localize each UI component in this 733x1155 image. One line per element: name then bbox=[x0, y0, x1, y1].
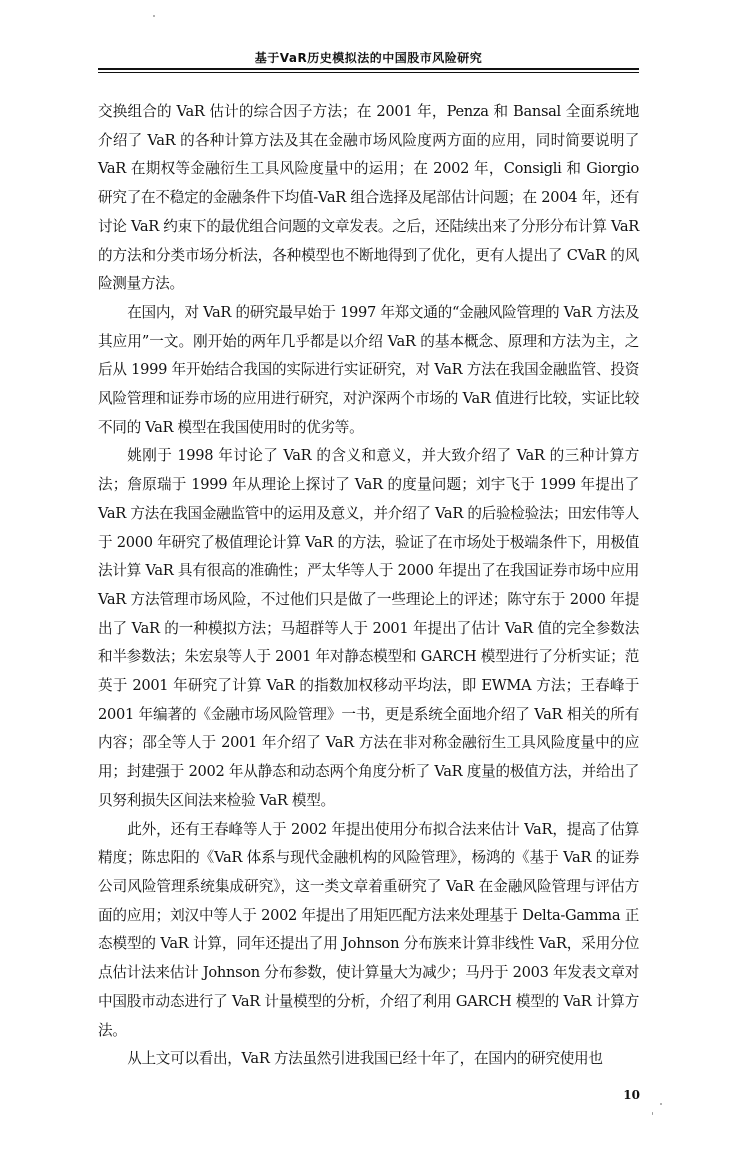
paragraph-5: 从上文可以看出，VaR 方法虽然引进我国已经十年了，在国内的研究使用也 bbox=[127, 1050, 603, 1068]
paragraph-4: 此外，还有王春峰等人于 2002 年提出使用分布拟合法来估计 VaR，提高了估算精度；陈忠阳的《VaR 体系与现代金融机构的风险管理》，杨鸿的《基于 VaR 的证券公司风险管理系统集成研究》，这一类文章着重研究了 VaR 在金融风险管理与评估方面的应用；刘汉中等人于 2002 年提出了用矩匹配方法来处理基于 Delta-Gamma 正态模型的 VaR 计算，同年还提出了用 Johnson 分布族来计算非线性 VaR，采用分位点估计法来估计 Johnson 分布参数，使计算量大为减少；马丹于 2003 年发表文章对中国股市动态进行了 VaR 计量模型的分析，介绍了利用 GARCH 模型的 VaR 计算方法。 bbox=[98, 820, 639, 1039]
scan-speck bbox=[153, 15, 155, 17]
paragraph-3: 姚刚于 1998 年讨论了 VaR 的含义和意义，并大致介绍了 VaR 的三种计算方法；詹原瑞于 1999 年从理论上探讨了 VaR 的度量问题；刘宇飞于 1999 年提出了 VaR 方法在我国金融监管中的运用及意义，并介绍了 VaR 的后验检验法；田宏伟等人于 2000 年研究了极值理论计算 VaR 的方法，验证了在市场处于极端条件下，用极值法计算 VaR 具有很高的准确性；严太华等人于 2000 年提出了在我国证券市场中应用 VaR 方法管理市场风险，不过他们只是做了一些理论上的评述；陈守东于 2000 年提出了 VaR 的一种模拟方法；马超群等人于 2001 年提出了估计 VaR 值的完全参数法和半参数法；朱宏泉等人于 2001 年对静态模型和 GARCH 模型进行了分析实证；范英于 2001 年研究了计算 VaR 的指数加权移动平均法，即 EWMA 方法；王春峰于 2001 年编著的《金融市场风险管理》一书，更是系统全面地介绍了 VaR 相关的所有内容；邵全等人于 2001 年介绍了 VaR 方法在非对称金融衍生工具风险度量中的应用；封建强于 2002 年从静态和动态两个角度分析了 VaR 度量的极值方法，并给出了贝努利损失区间法来检验 VaR 模型。 bbox=[98, 447, 639, 809]
body-text bbox=[98, 98, 639, 1074]
header-rule bbox=[98, 68, 639, 70]
scan-speck bbox=[660, 1103, 662, 1105]
paragraph-1: 交换组合的 VaR 估计的综合因子方法；在 2001 年，Penza 和 Bansal 全面系统地介绍了 VaR 的各种计算方法及其在金融市场风险度两方面的应用，同时简要说明了 VaR 在期权等金融衍生工具风险度量中的运用；在 2002 年，Consigli 和 Giorgio 研究了在不稳定的金融条件下均值-VaR 组合选择及尾部估计问题；在 2004 年，还有讨论 VaR 约束下的最优组合问题的文章发表。之后，还陆续出来了分形分布计算 VaR 的方法和分类市场分析法，各种模型也不断地得到了优化，更有人提出了 CVaR 的风险测量方法。 bbox=[98, 103, 639, 293]
page-number: 10 bbox=[623, 1088, 640, 1102]
running-header-title: 基于VaR历史模拟法的中国股市风险研究 bbox=[254, 51, 483, 65]
scan-speck bbox=[652, 1112, 653, 1115]
paragraph-2: 在国内，对 VaR 的研究最早始于 1997 年郑文通的“金融风险管理的 VaR 方法及其应用”一文。刚开始的两年几乎都是以介绍 VaR 的基本概念、原理和方法为主，之后从 1999 年开始结合我国的实际进行实证研究，对 VaR 方法在我国金融监管、投资风险管理和证券市场的应用进行研究，对沪深两个市场的 VaR 值进行比较，实证比较不同的 VaR 模型在我国使用时的优劣等。 bbox=[98, 303, 639, 436]
header-rule-secondary bbox=[98, 72, 639, 73]
